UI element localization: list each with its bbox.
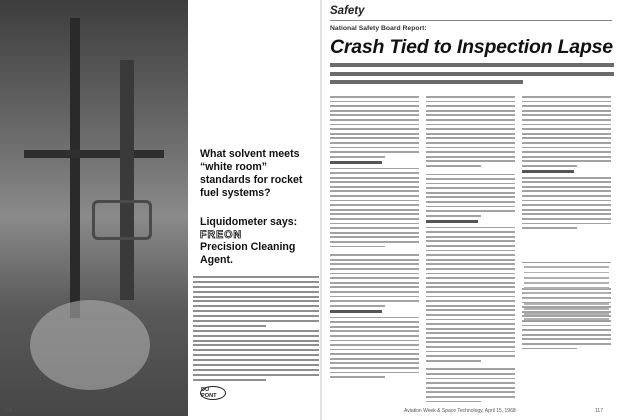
text-line <box>522 190 611 192</box>
page-gutter <box>320 0 322 420</box>
text-line <box>522 151 611 153</box>
deck-line <box>330 80 523 84</box>
text-line <box>426 236 515 238</box>
text-line <box>426 351 515 353</box>
text-line <box>193 374 319 376</box>
text-line <box>330 156 385 158</box>
subheading <box>426 220 478 224</box>
text-line <box>193 305 319 307</box>
text-line <box>426 142 515 144</box>
text-line <box>426 231 515 233</box>
article-kicker: National Safety Board Report: <box>330 25 427 32</box>
text-line <box>330 172 419 174</box>
text-line <box>330 200 419 202</box>
table-row <box>524 266 609 268</box>
text-line <box>330 300 419 302</box>
text-line <box>330 227 419 229</box>
text-line <box>426 360 481 362</box>
text-line <box>426 114 515 116</box>
text-line <box>522 137 611 139</box>
text-line <box>193 286 319 288</box>
text-line <box>522 338 611 340</box>
text-line <box>330 218 419 220</box>
text-line <box>330 241 419 243</box>
text-line <box>330 114 419 116</box>
text-line <box>426 201 515 203</box>
text-line <box>522 200 611 202</box>
text-line <box>522 165 577 167</box>
text-line <box>330 376 385 378</box>
text-line <box>426 156 515 158</box>
text-line <box>330 286 419 288</box>
table-row <box>524 308 609 310</box>
text-line <box>426 373 515 375</box>
aerospace-test-photo <box>0 0 188 416</box>
article-deck <box>330 63 614 91</box>
page-number-right: 117 <box>595 408 603 414</box>
text-line <box>522 124 611 126</box>
text-line <box>522 119 611 121</box>
text-line <box>330 186 419 188</box>
text-line <box>330 137 419 139</box>
rig-strut <box>70 18 80 318</box>
text-line <box>426 286 515 288</box>
text-line <box>426 147 515 149</box>
table-row <box>524 282 609 284</box>
text-line <box>330 277 419 279</box>
text-line <box>193 325 266 327</box>
text-line <box>193 364 319 366</box>
text-line <box>426 387 515 389</box>
page-footer: Aviation Week & Space Technology, April 15, 1968 <box>404 408 516 414</box>
text-line <box>330 142 419 144</box>
text-line <box>330 268 419 270</box>
text-line <box>330 282 419 284</box>
text-line <box>522 133 611 135</box>
text-line <box>426 296 515 298</box>
freon-brand-wordmark: FREON <box>200 228 243 241</box>
text-line <box>522 147 611 149</box>
text-line <box>193 369 319 371</box>
text-line <box>522 105 611 107</box>
text-line <box>330 246 385 248</box>
text-line <box>193 330 319 332</box>
text-line <box>522 195 611 197</box>
text-line <box>330 223 419 225</box>
subheading <box>330 310 382 314</box>
text-line <box>426 300 515 302</box>
text-line <box>330 326 419 328</box>
text-line <box>330 110 419 112</box>
text-line <box>426 263 515 265</box>
text-line <box>522 156 611 158</box>
text-line <box>426 401 481 403</box>
text-line <box>330 105 419 107</box>
text-line <box>426 227 515 229</box>
text-line <box>426 254 515 256</box>
text-line <box>522 209 611 211</box>
ad-subhead-tail: Precision Cleaning Agent. <box>200 241 296 266</box>
text-line <box>330 340 419 342</box>
text-line <box>330 147 419 149</box>
table-row <box>524 318 609 320</box>
text-line <box>330 213 419 215</box>
text-line <box>426 165 481 167</box>
text-line <box>330 349 419 351</box>
text-line <box>426 206 515 208</box>
text-line <box>426 305 515 307</box>
text-line <box>426 178 515 180</box>
text-line <box>426 128 515 130</box>
text-line <box>426 101 515 103</box>
text-line <box>426 337 515 339</box>
text-line <box>522 142 611 144</box>
table-row <box>524 277 609 279</box>
text-line <box>426 119 515 121</box>
text-line <box>193 300 319 302</box>
text-line <box>193 354 319 356</box>
text-line <box>522 329 611 331</box>
table-row <box>524 272 609 274</box>
text-line <box>426 174 515 176</box>
text-line <box>426 133 515 135</box>
text-line <box>426 332 515 334</box>
text-line <box>426 368 515 370</box>
text-line <box>330 124 419 126</box>
subheading <box>330 161 382 165</box>
text-line <box>426 282 515 284</box>
text-line <box>426 277 515 279</box>
text-line <box>522 177 611 179</box>
text-line <box>426 328 515 330</box>
text-line <box>522 160 611 162</box>
text-line <box>193 320 319 322</box>
text-line <box>426 210 515 212</box>
text-line <box>330 362 419 364</box>
text-line <box>193 379 266 381</box>
text-line <box>193 349 319 351</box>
text-line <box>330 305 385 307</box>
text-line <box>330 335 419 337</box>
page-number-left: 116 <box>4 408 12 414</box>
text-line <box>426 215 481 217</box>
text-line <box>426 319 515 321</box>
text-line <box>193 276 319 278</box>
text-line <box>330 195 419 197</box>
text-line <box>426 245 515 247</box>
text-line <box>193 291 319 293</box>
rig-pipe <box>92 200 152 240</box>
text-line <box>522 343 611 345</box>
article-column-1 <box>330 96 419 402</box>
text-line <box>330 177 419 179</box>
text-line <box>330 168 419 170</box>
text-line <box>522 114 611 116</box>
article-column-3 <box>522 96 611 402</box>
text-line <box>330 353 419 355</box>
text-line <box>330 273 419 275</box>
text-line <box>522 348 577 350</box>
photo-highlight <box>30 300 150 390</box>
text-line <box>330 344 419 346</box>
text-line <box>330 330 419 332</box>
text-line <box>330 128 419 130</box>
text-line <box>193 310 319 312</box>
text-line <box>522 204 611 206</box>
text-line <box>330 101 419 103</box>
text-line <box>193 344 319 346</box>
rig-crossbar <box>24 150 164 158</box>
text-line <box>193 315 319 317</box>
text-line <box>193 296 319 298</box>
text-line <box>426 268 515 270</box>
text-line <box>426 137 515 139</box>
text-line <box>330 119 419 121</box>
text-line <box>426 391 515 393</box>
text-line <box>426 105 515 107</box>
text-line <box>426 187 515 189</box>
text-line <box>330 204 419 206</box>
text-line <box>330 133 419 135</box>
deck-line <box>330 63 614 67</box>
text-line <box>330 317 419 319</box>
text-line <box>426 192 515 194</box>
text-line <box>522 223 611 225</box>
text-line <box>522 218 611 220</box>
text-line <box>522 96 611 98</box>
text-line <box>330 321 419 323</box>
text-line <box>522 334 611 336</box>
text-line <box>330 263 419 265</box>
section-divider <box>330 20 612 21</box>
text-line <box>193 359 319 361</box>
text-line <box>426 309 515 311</box>
text-line <box>426 259 515 261</box>
text-line <box>330 151 419 153</box>
text-line <box>330 96 419 98</box>
text-line <box>330 367 419 369</box>
text-line <box>426 291 515 293</box>
text-line <box>426 341 515 343</box>
du-pont-logo <box>200 386 226 400</box>
subheading <box>522 170 574 174</box>
data-table <box>522 262 611 322</box>
du-pont-logo-text: DU PONT <box>201 387 217 399</box>
text-line <box>426 323 515 325</box>
text-line <box>193 335 319 337</box>
section-label: Safety <box>330 5 365 17</box>
table-row <box>524 303 609 305</box>
text-line <box>330 209 419 211</box>
text-line <box>426 124 515 126</box>
text-line <box>426 250 515 252</box>
text-line <box>522 325 611 327</box>
text-line <box>330 236 419 238</box>
table-row <box>524 292 609 294</box>
text-line <box>426 240 515 242</box>
text-line <box>426 110 515 112</box>
text-line <box>330 232 419 234</box>
text-line <box>330 291 419 293</box>
text-line <box>330 372 419 374</box>
text-line <box>193 281 319 283</box>
text-line <box>426 355 515 357</box>
text-line <box>522 101 611 103</box>
ad-subhead <box>200 216 308 266</box>
article-column-2 <box>426 96 515 402</box>
text-line <box>426 183 515 185</box>
text-line <box>522 128 611 130</box>
text-line <box>330 181 419 183</box>
text-line <box>426 382 515 384</box>
text-line <box>330 259 419 261</box>
text-line <box>426 151 515 153</box>
text-line <box>426 314 515 316</box>
text-line <box>426 396 515 398</box>
text-line <box>426 196 515 198</box>
text-line <box>522 227 577 229</box>
table-row <box>524 287 609 289</box>
table-row <box>524 313 609 315</box>
text-line <box>522 186 611 188</box>
text-line <box>426 346 515 348</box>
deck-line <box>330 72 614 76</box>
text-line <box>522 213 611 215</box>
text-line <box>330 358 419 360</box>
text-line <box>426 273 515 275</box>
ad-body-copy <box>193 276 319 384</box>
text-line <box>426 96 515 98</box>
article-headline: Crash Tied to Inspection Lapse <box>330 36 613 58</box>
text-line <box>426 160 515 162</box>
text-line <box>193 340 319 342</box>
text-line <box>330 296 419 298</box>
text-line <box>522 181 611 183</box>
text-line <box>522 110 611 112</box>
ad-subhead-lead: Liquidometer says: <box>200 216 298 228</box>
table-row <box>524 298 609 300</box>
ad-headline: What solvent meets “white room” standards for rocket fuel systems? <box>200 148 303 199</box>
rig-strut <box>120 60 134 300</box>
text-line <box>330 254 419 256</box>
text-line <box>330 190 419 192</box>
text-line <box>426 378 515 380</box>
